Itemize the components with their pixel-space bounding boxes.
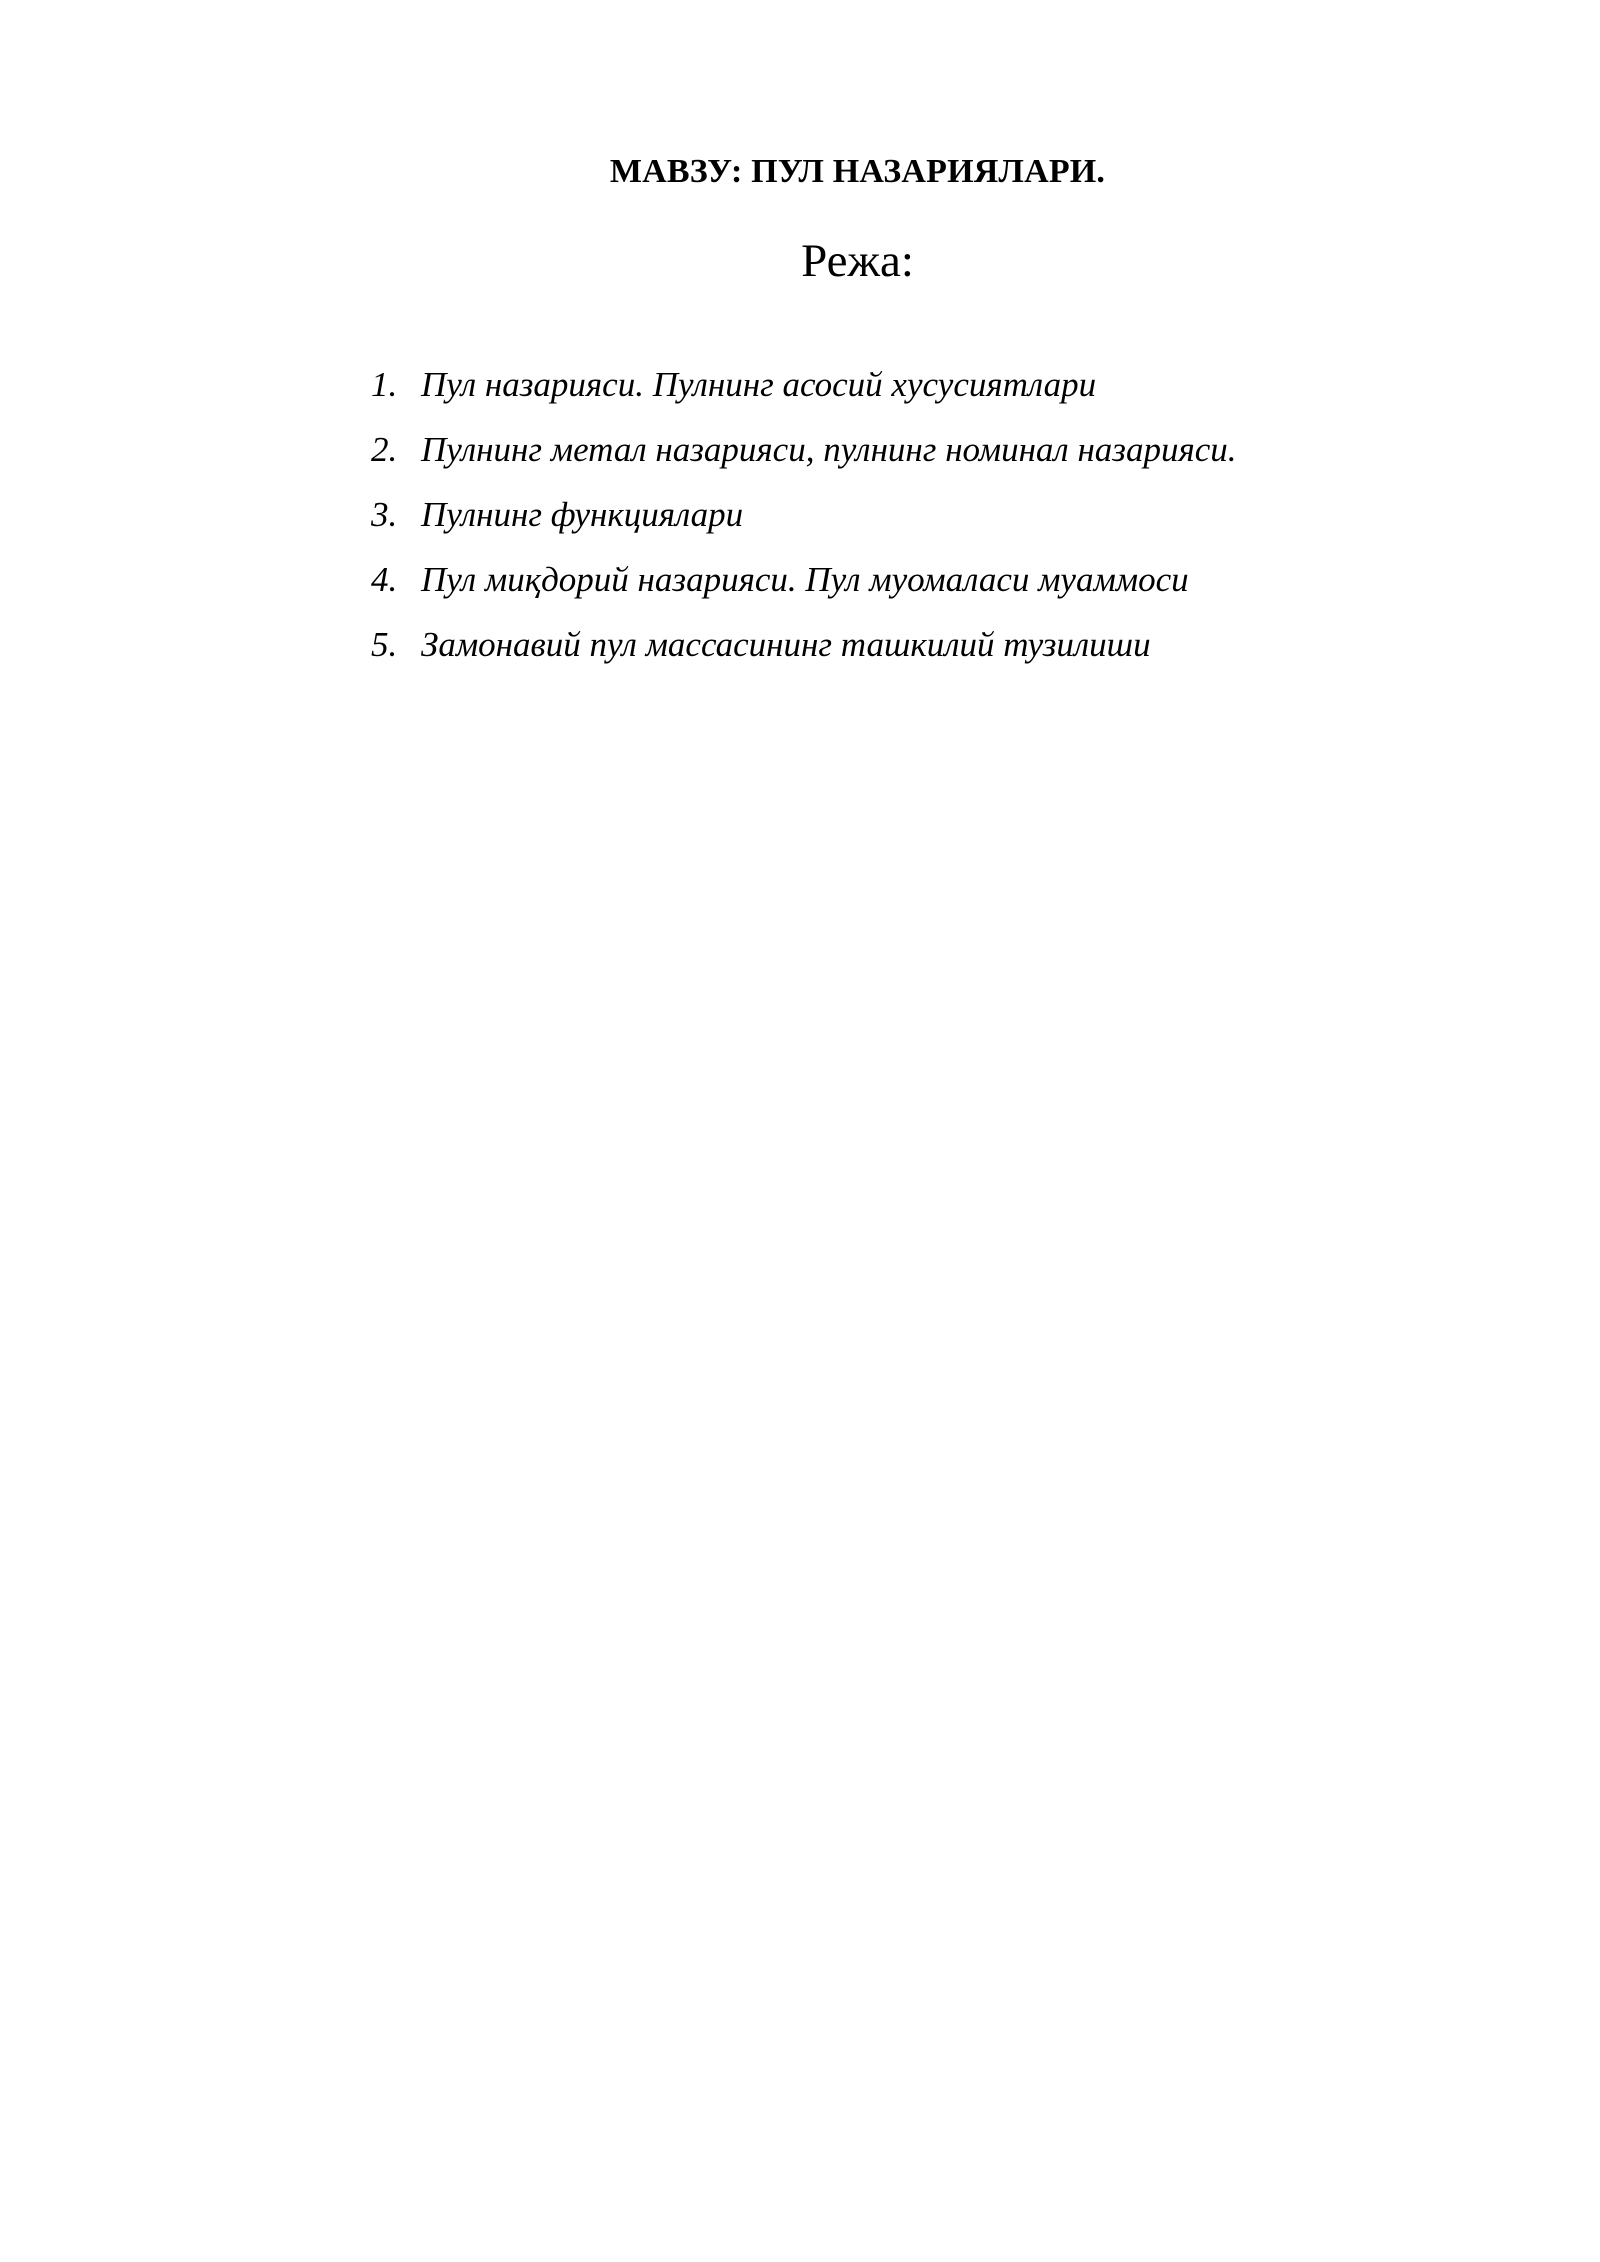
list-item-number: 4. [371,560,398,599]
list-item [371,622,1237,667]
list-item-number: 5. [371,625,398,664]
list-item [371,492,1237,537]
list-item-number: 3. [371,495,398,534]
list-item [371,362,1237,407]
list-item-text: Пул миқдорий назарияси. Пул муомаласи муаммоси [421,560,1189,599]
list-item-text: Замонавий пул массасининг ташкилий тузилиши [421,625,1151,664]
list-item [371,557,1237,602]
list-item-text: Пулнинг метал назарияси, пулнинг номинал назарияси. [421,430,1237,469]
list-item-text: Пулнинг функциялари [421,495,744,534]
plan-heading: Режа: [801,235,914,287]
list-item [371,427,1237,472]
document-title: МАВЗУ: ПУЛ НАЗАРИЯЛАРИ. [609,153,1106,190]
list-item-number: 1. [371,365,398,404]
list-item-text: Пул назарияси. Пулнинг асосий хусусиятлари [421,365,1097,404]
plan-list [371,362,1237,687]
list-item-number: 2. [371,430,398,469]
